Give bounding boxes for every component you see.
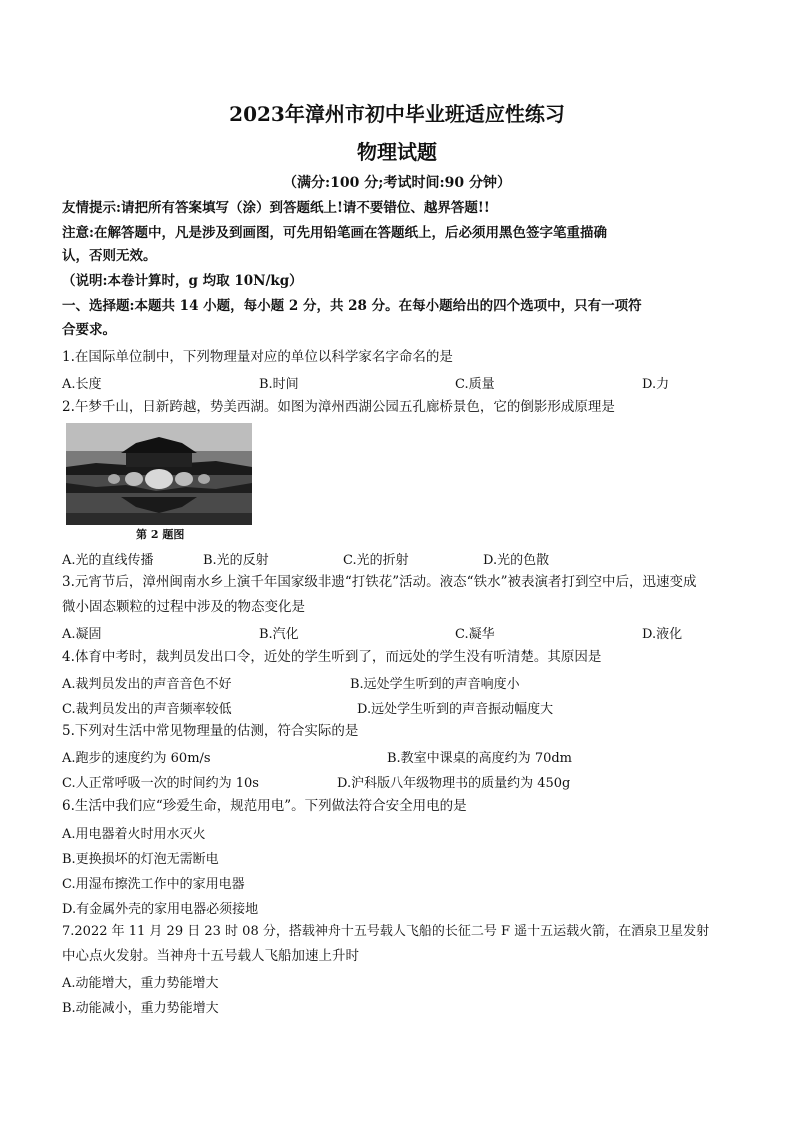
q5-option-d: D.沪科版八年级物理书的质量约为 450g	[337, 776, 571, 791]
q1-option-a: A.长度	[62, 377, 102, 392]
q1-option-d: D.力	[642, 377, 670, 392]
q3-stem-line1: 3.元宵节后，漳州闽南水乡上演千年国家级非遗“打铁花”活动。液态“铁水”被表演者打到空中后，迅速变成	[62, 574, 697, 590]
attention-note-line1: 注意:在解答题中，凡是涉及到画图，可先用铅笔画在答题纸上，后必须用黑色签字笔重描确	[62, 225, 607, 241]
q3-option-c: C.凝华	[455, 627, 495, 642]
q2-figure-caption: 第 2 题图	[136, 528, 185, 541]
q7-option-a: A.动能增大，重力势能增大	[62, 976, 219, 991]
q4-option-a: A.裁判员发出的声音音色不好	[62, 677, 232, 692]
q5-stem: 5.下列对生活中常见物理量的估测，符合实际的是	[62, 723, 359, 739]
attention-note-line2: 认，否则无效。	[62, 248, 157, 264]
q1-option-b: B.时间	[259, 377, 299, 392]
q7-option-b: B.动能减小，重力势能增大	[62, 1001, 219, 1016]
q2-option-a: A.光的直线传播	[62, 553, 154, 568]
q4-option-c: C.裁判员发出的声音频率较低	[62, 702, 232, 717]
exam-meta: （满分:100 分;考试时间:90 分钟）	[283, 175, 511, 191]
q7-stem-line1: 7.2022 年 11 月 29 日 23 时 08 分，搭载神舟十五号载人飞船的长征二号 F 遥十五运载火箭，在酒泉卫星发射	[62, 924, 710, 939]
exam-title: 2023年漳州市初中毕业班适应性练习	[229, 102, 565, 126]
q3-option-a: A.凝固	[62, 627, 102, 642]
q6-option-b: B.更换损坏的灯泡无需断电	[62, 852, 219, 867]
section-heading-line2: 合要求。	[62, 322, 116, 338]
q5-option-a: A.跑步的速度约为 60m/s	[62, 751, 211, 766]
q6-option-d: D.有金属外壳的家用电器必须接地	[62, 902, 259, 917]
q5-option-b: B.教室中课桌的高度约为 70dm	[387, 751, 573, 766]
q1-stem: 1.在国际单位制中，下列物理量对应的单位以科学家名字命名的是	[62, 349, 453, 365]
q5-option-c: C.人正常呼吸一次的时间约为 10s	[62, 776, 259, 791]
subject-title: 物理试题	[357, 140, 437, 164]
q4-option-d: D.远处学生听到的声音振动幅度大	[357, 702, 554, 717]
q2-option-c: C.光的折射	[343, 553, 409, 568]
q4-option-b: B.远处学生听到的声音响度小	[350, 677, 520, 692]
q3-option-b: B.汽化	[259, 627, 299, 642]
q3-stem-line2: 微小固态颗粒的过程中涉及的物态变化是	[62, 599, 305, 615]
q7-stem-line2: 中心点火发射。当神舟十五号载人飞船加速上升时	[62, 948, 359, 964]
bridge-reflection-photo	[66, 423, 252, 525]
q6-option-a: A.用电器着火时用水灭火	[62, 827, 206, 842]
q2-stem: 2.午梦千山，日新跨越，势美西湖。如图为漳州西湖公园五孔廊桥景色，它的倒影形成原理是	[62, 399, 615, 415]
q4-stem: 4.体育中考时，裁判员发出口令，近处的学生听到了，而远处的学生没有听清楚。其原因是	[62, 649, 602, 665]
q6-stem: 6.生活中我们应“珍爱生命，规范用电”。下列做法符合安全用电的是	[62, 798, 467, 814]
q6-option-c: C.用湿布擦洗工作中的家用电器	[62, 877, 245, 892]
q2-option-b: B.光的反射	[203, 553, 269, 568]
q2-option-d: D.光的色散	[483, 553, 550, 568]
q1-option-c: C.质量	[455, 377, 495, 392]
tip-note: 友情提示:请把所有答案填写（涂）到答题纸上!请不要错位、越界答题!!	[62, 200, 490, 216]
section-heading-line1: 一、选择题:本题共 14 小题，每小题 2 分，共 28 分。在每小题给出的四个选项中，只有一项符	[62, 298, 642, 314]
explain-note: （说明:本卷计算时，g 均取 10N/kg）	[62, 273, 303, 289]
q3-option-d: D.液化	[642, 627, 683, 642]
